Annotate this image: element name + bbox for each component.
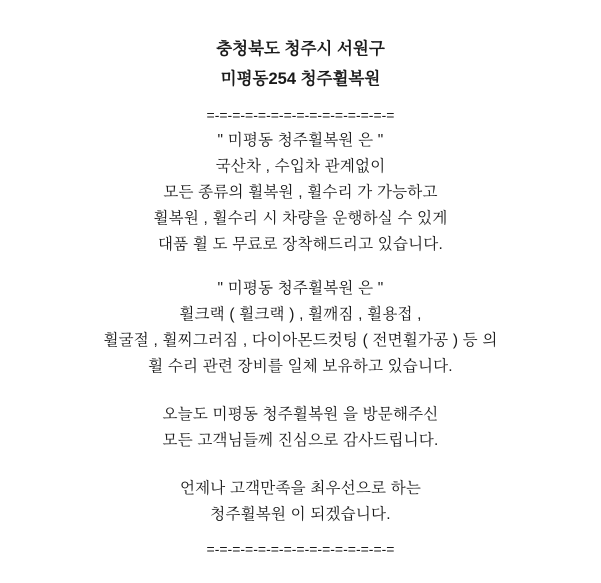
block2-line-3: 휠굴절 , 휠찌그러짐 , 다이아몬드컷팅 ( 전면휠가공 ) 등 의 bbox=[103, 332, 498, 349]
block3-line-2: 모든 고객님들께 진심으로 감사드립니다. bbox=[162, 432, 439, 449]
block1-line-1: " 미평동 청주휠복원 은 " bbox=[217, 132, 384, 149]
divider-bottom: =-=-=-=-=-=-=-=-=-=-=-=-=-=-= bbox=[206, 541, 395, 557]
divider-top: =-=-=-=-=-=-=-=-=-=-=-=-=-=-= bbox=[206, 107, 395, 123]
block4-line-2: 청주휠복원 이 되겠습니다. bbox=[210, 506, 391, 523]
block4-line-1: 언제나 고객만족을 최우선으로 하는 bbox=[179, 480, 422, 497]
spacer-between-block3-block4 bbox=[20, 454, 581, 476]
block2-line-4: 휠 수리 관련 장비를 일체 보유하고 있습니다. bbox=[148, 358, 453, 375]
page-title-line-2: 미평동254 청주휠복원 bbox=[220, 70, 381, 88]
block1-line-3: 모든 종류의 휠복원 , 휠수리 가 가능하고 bbox=[163, 184, 438, 201]
block1-line-4: 휠복원 , 휠수리 시 차량을 운행하실 수 있게 bbox=[153, 210, 448, 227]
page-title-line-1: 충청북도 청주시 서원구 bbox=[216, 40, 385, 58]
block2-line-2: 휠크랙 ( 휠크랙 ) , 휠깨짐 , 휠용접 , bbox=[179, 306, 422, 323]
block3-line-1: 오늘도 미평동 청주휠복원 을 방문해주신 bbox=[162, 406, 439, 423]
spacer-before-divider-bottom bbox=[20, 528, 581, 536]
block2-line-1: " 미평동 청주휠복원 은 " bbox=[217, 280, 384, 297]
spacer-between-block2-block3 bbox=[20, 380, 581, 402]
spacer-after-title bbox=[20, 94, 581, 102]
spacer-between-block1-block2 bbox=[20, 258, 581, 276]
block1-line-5: 대품 휠 도 무료로 장착해드리고 있습니다. bbox=[158, 236, 443, 253]
block1-line-2: 국산차 , 수입차 관계없이 bbox=[215, 158, 386, 175]
